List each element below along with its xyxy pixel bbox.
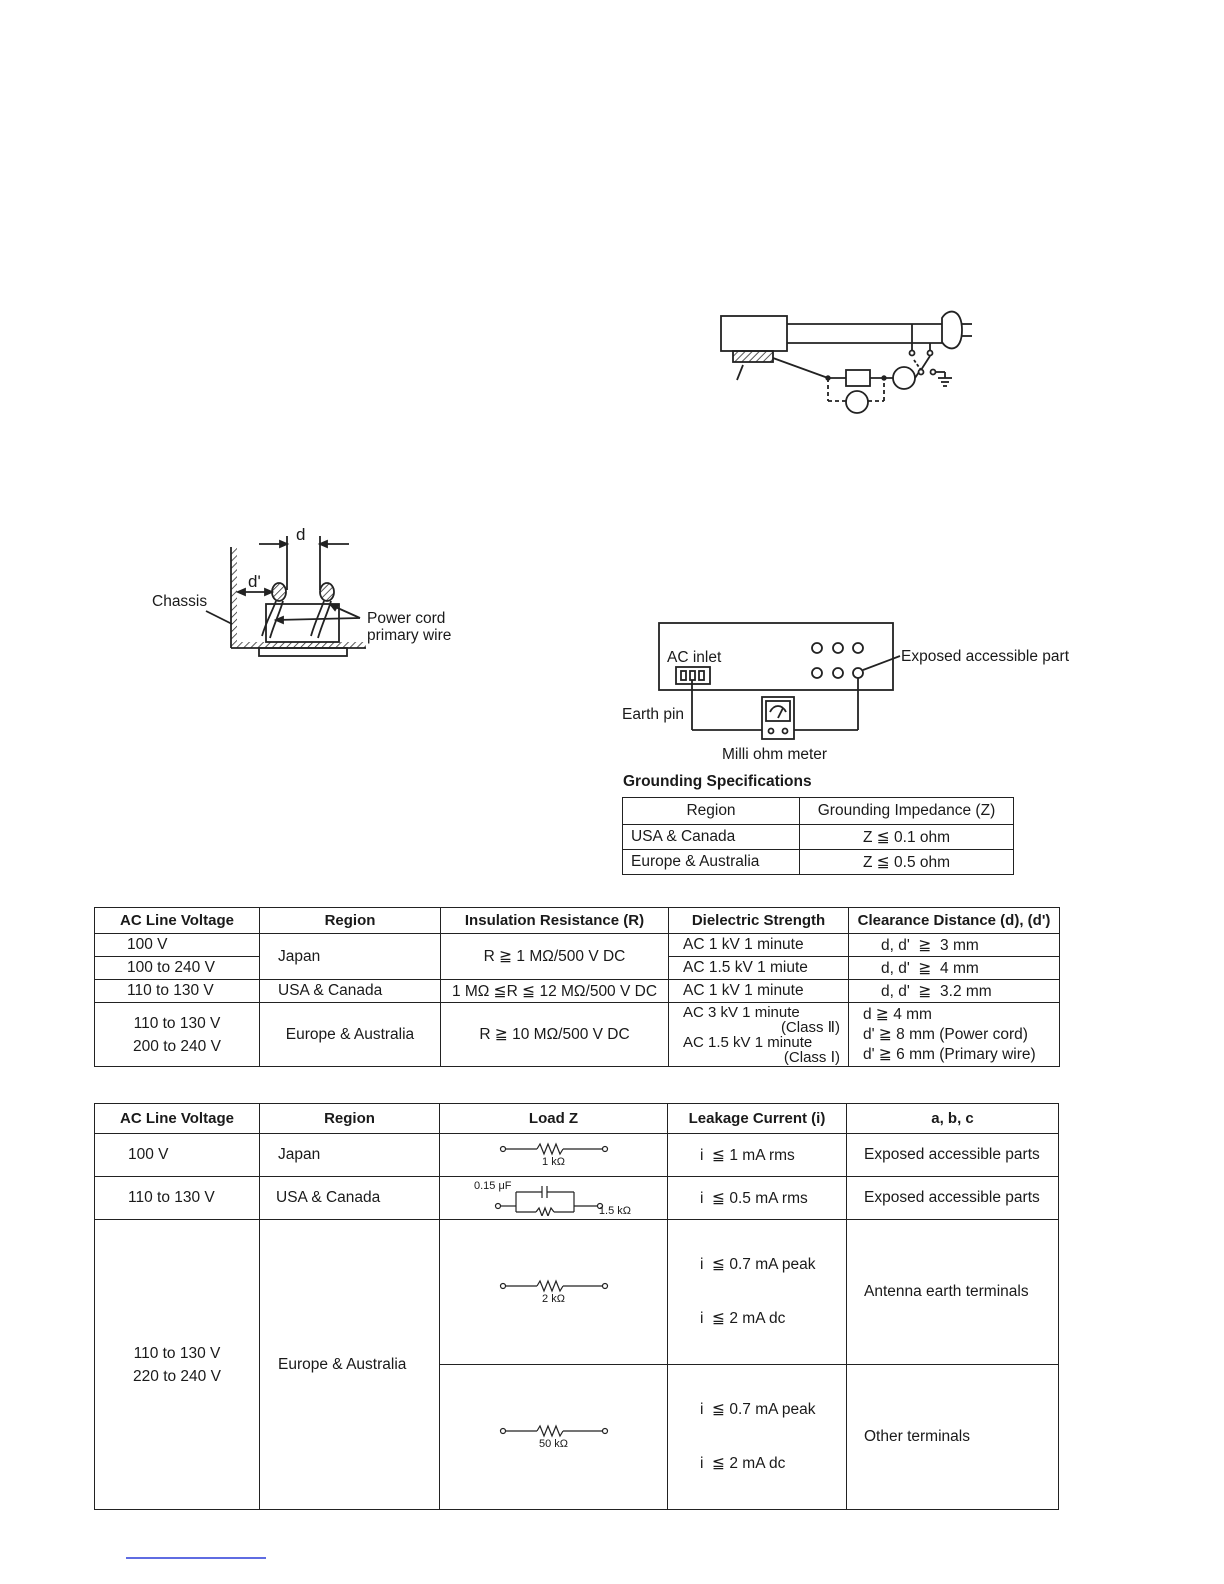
ins-clearance: d' ≧ 8 mm (Power cord) (863, 1025, 1028, 1043)
ins-region: Japan (260, 934, 441, 980)
leak-abc: Antenna earth terminals (847, 1220, 1059, 1365)
table-row (95, 1134, 1059, 1177)
res-value: 1.5 kΩ (598, 1205, 631, 1217)
gs-header-region: Region (623, 798, 800, 825)
label-primary-wire: primary wire (367, 627, 452, 644)
load-impedance-box (846, 370, 870, 386)
ins-dielectric-class: (Class Ⅰ) (783, 1048, 840, 1066)
leak-current: i ≦ 2 mA dc (700, 1310, 786, 1327)
label-power-cord: Power cord (367, 610, 446, 627)
table-row (623, 850, 1014, 875)
leak-current-stack (668, 1365, 847, 1510)
ins-dielectric-class: (Class Ⅱ) (780, 1018, 840, 1036)
wire-end-left (272, 583, 286, 601)
chassis-floor-hatch (237, 642, 366, 648)
ins-region: Europe & Australia (260, 1003, 441, 1067)
ins-clearance: d ≧ 4 mm (863, 1005, 932, 1023)
ins-voltage: 100 to 240 V (95, 957, 260, 980)
leak-region: Europe & Australia (260, 1220, 440, 1510)
leakage-table (94, 1103, 1059, 1510)
leak-current: i ≦ 0.7 mA peak (700, 1401, 816, 1418)
gs-impedance: Z ≦ 0.5 ohm (800, 850, 1014, 875)
leak-abc: Exposed accessible parts (847, 1134, 1059, 1177)
ins-header-voltage: AC Line Voltage (95, 908, 260, 934)
gs-header-impedance: Grounding Impedance (Z) (800, 798, 1014, 825)
label-exposed-part: Exposed accessible part (901, 648, 1070, 665)
insulation-table (94, 907, 1060, 1067)
ins-header-region: Region (260, 908, 441, 934)
table-row (95, 1220, 1059, 1365)
leak-header-abc: a, b, c (847, 1104, 1059, 1134)
leakage-test-circuit-diagram (721, 312, 972, 413)
label-chassis: Chassis (152, 593, 208, 610)
leak-current-stack (668, 1220, 847, 1365)
table-row (95, 1003, 1060, 1067)
label-earth-pin: Earth pin (622, 706, 685, 723)
table-row (95, 1177, 1059, 1220)
label-ac-inlet: AC inlet (667, 649, 722, 666)
ins-voltage: 100 V (95, 934, 260, 957)
leak-header-current: Leakage Current (i) (668, 1104, 847, 1134)
meter-circle (893, 367, 915, 389)
ins-dielectric: AC 1 kV 1 minute (669, 980, 849, 1003)
resistor-symbol (499, 1142, 609, 1156)
leak-header-load: Load Z (440, 1104, 668, 1134)
resistor-symbol (499, 1279, 609, 1293)
gs-region: Europe & Australia (623, 850, 800, 875)
leak-current: i ≦ 2 mA dc (700, 1455, 786, 1472)
ins-region: USA & Canada (260, 980, 441, 1003)
leak-load (440, 1134, 668, 1177)
leak-voltage-stack (95, 1220, 260, 1510)
ins-dielectric: AC 3 kV 1 minute (683, 1003, 800, 1021)
ins-voltage: 110 to 130 V (95, 980, 260, 1003)
ins-voltage-stack (95, 1003, 260, 1067)
wire-end-right (320, 583, 334, 601)
gs-impedance: Z ≦ 0.1 ohm (800, 825, 1014, 850)
ins-voltage: 110 to 130 V (133, 1014, 221, 1032)
ins-dielectric: AC 1.5 kV 1 minute (683, 1033, 813, 1051)
ins-resistance: R ≧ 10 MΩ/500 V DC (441, 1003, 669, 1067)
exposed-part-terminal (853, 668, 863, 678)
ins-header-clearance: Clearance Distance (d), (d') (849, 908, 1060, 934)
ins-header-dielectric: Dielectric Strength (669, 908, 849, 934)
grounding-test-diagram (659, 623, 900, 739)
table-row (623, 825, 1014, 850)
ins-clearance: d, d' ≧ 3.2 mm (849, 980, 1060, 1003)
label-milli-ohm-meter: Milli ohm meter (722, 746, 828, 763)
load-value: 50 kΩ (538, 1438, 568, 1450)
resistor-symbol (499, 1424, 609, 1438)
leak-current: i ≦ 0.7 mA peak (700, 1256, 816, 1273)
load-value: 1 kΩ (542, 1156, 565, 1168)
ins-clearance: d, d' ≧ 3 mm (849, 934, 1060, 957)
load-value: 2 kΩ (542, 1293, 565, 1305)
device-under-test-box (721, 316, 787, 351)
power-plug (942, 312, 962, 349)
leak-voltage: 220 to 240 V (133, 1367, 221, 1385)
label-d-prime: d' (248, 572, 261, 591)
leak-region: USA & Canada (260, 1177, 440, 1220)
alt-meter-circle (846, 391, 868, 413)
leak-abc: Other terminals (847, 1365, 1059, 1510)
grounding-specs-table (622, 797, 1014, 875)
cap-value: 0.15 μF (474, 1180, 512, 1192)
clearance-distance-diagram (206, 536, 366, 656)
chassis-wall-hatch (231, 548, 237, 648)
leak-load (440, 1365, 668, 1510)
leak-voltage: 100 V (95, 1134, 260, 1177)
leak-abc: Exposed accessible parts (847, 1177, 1059, 1220)
hatched-exposed-part (733, 351, 773, 362)
leak-voltage: 110 to 130 V (133, 1344, 221, 1362)
leak-header-region: Region (260, 1104, 440, 1134)
grounding-specs-title: Grounding Specifications (623, 773, 812, 790)
ins-resistance: 1 MΩ ≦R ≦ 12 MΩ/500 V DC (441, 980, 669, 1003)
ins-header-resistance: Insulation Resistance (R) (441, 908, 669, 934)
leak-current: i ≦ 1 mA rms (668, 1134, 847, 1177)
label-d: d (296, 525, 306, 544)
leak-current: i ≦ 0.5 mA rms (668, 1177, 847, 1220)
table-row (95, 980, 1060, 1003)
leak-load (440, 1177, 668, 1220)
leak-region: Japan (260, 1134, 440, 1177)
leak-header-voltage: AC Line Voltage (95, 1104, 260, 1134)
ins-dielectric-stack (669, 1003, 849, 1067)
leak-load (440, 1220, 668, 1365)
table-row (95, 934, 1060, 957)
ins-clearance: d, d' ≧ 4 mm (849, 957, 1060, 980)
ins-dielectric: AC 1.5 kV 1 miute (669, 957, 849, 980)
ins-voltage: 200 to 240 V (133, 1037, 221, 1055)
gs-region: USA & Canada (623, 825, 800, 850)
ins-dielectric: AC 1 kV 1 minute (669, 934, 849, 957)
leak-voltage: 110 to 130 V (95, 1177, 260, 1220)
ins-clearance-stack (849, 1003, 1060, 1067)
ins-resistance: R ≧ 1 MΩ/500 V DC (441, 934, 669, 980)
ins-clearance: d' ≧ 6 mm (Primary wire) (863, 1045, 1036, 1063)
